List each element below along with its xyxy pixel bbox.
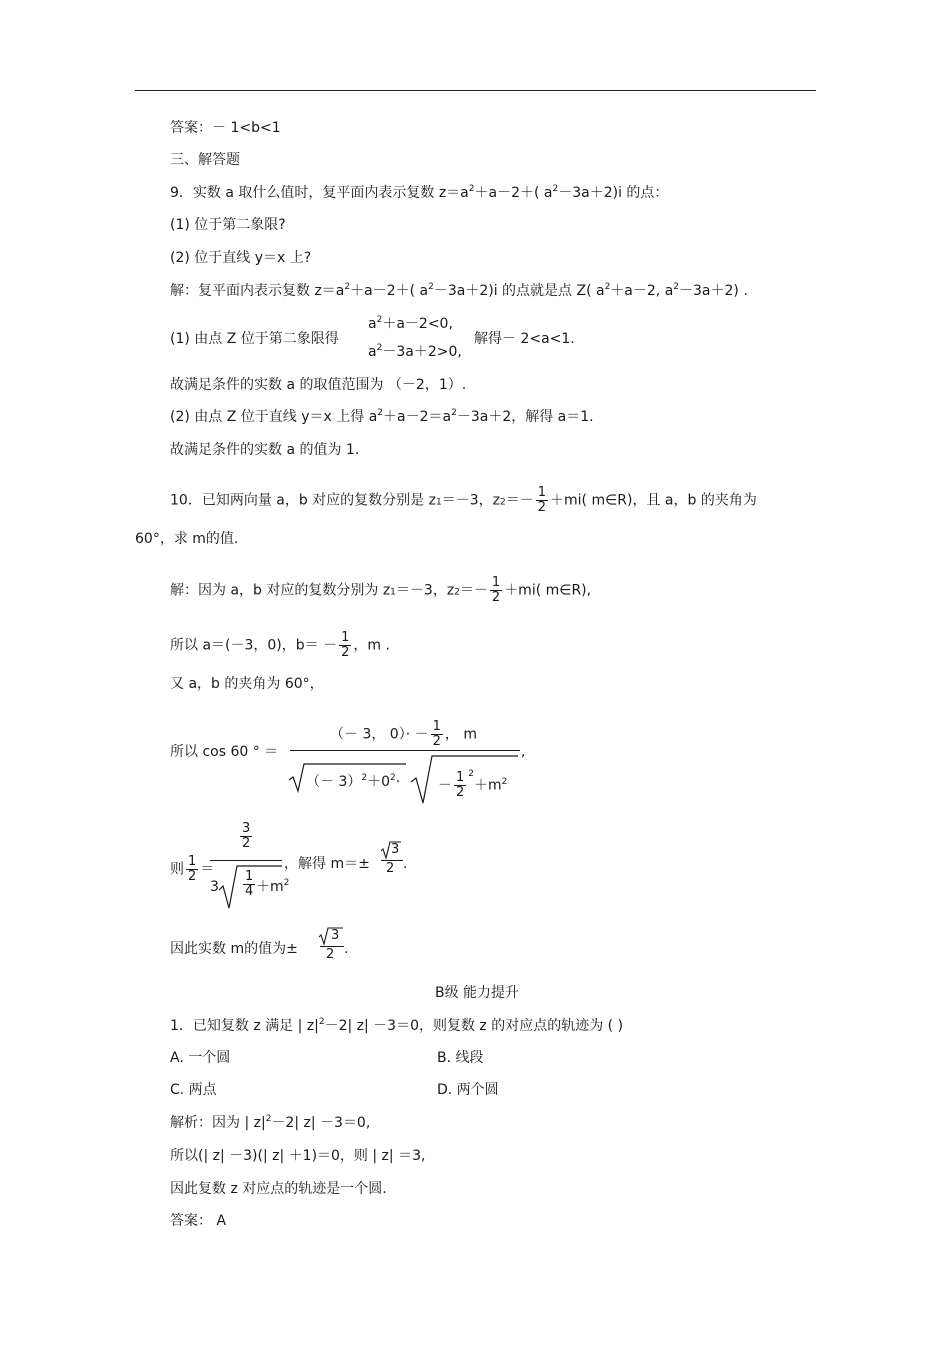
option-b: B. 线段: [437, 1050, 484, 1066]
q9-inequality-2: $a^2-3a+2>0$,: [368, 343, 462, 360]
q10-sol-line1: 解：因为 a，b 对应的复数分别为 z1＝－3，z2＝－ $\frac{1}{2}$ ＋mi( m∈R),: [170, 575, 592, 605]
fraction-half: $\frac{1}{2}$: [456, 770, 465, 800]
b1-answer: 答案： A: [170, 1213, 227, 1229]
level-b-heading: B级 能力提升: [435, 985, 520, 1001]
q9-sub1: (1) 位于第二象限?: [170, 217, 286, 233]
q9-sub2: (2) 位于直线 y＝x 上?: [170, 250, 312, 266]
b1-stem: 1．已知复数 z 满足 | $z|^2-2|$ z| －3＝0，则复数 z 的对应点的轨迹为 ( ): [170, 1017, 624, 1034]
q10-then-den-3: 3: [210, 879, 219, 895]
b1-analysis-3: 因此复数 z 对应点的轨迹是一个圆.: [170, 1181, 387, 1197]
fraction-half: $\frac{1}{2}$: [537, 485, 546, 515]
option-c: C. 两点: [170, 1082, 217, 1098]
denominator-two: 2: [386, 861, 395, 876]
header-rule: [135, 90, 816, 91]
b1-analysis-2: 所以(| z| －3)(| z| ＋1)＝0，则 | z| ＝3,: [170, 1148, 426, 1164]
q10-final: 因此实数 m的值为±: [170, 941, 298, 957]
answer-line: 答案：－ 1<b<1: [170, 120, 281, 136]
option-a: A. 一个圆: [170, 1050, 231, 1066]
q9-part2: (2) 由点 Z 位于直线 y＝x 上得 $a^2+a-2=a^2-3a+2$，解得 a＝1.: [170, 408, 594, 425]
period: .: [403, 856, 408, 872]
fraction-quarter: $\frac{1}{4}$: [245, 869, 254, 899]
q10-then-fraction-bar: [210, 860, 282, 861]
q10-then-result: ，解得 m＝±: [284, 856, 370, 872]
fraction-half: $\frac{1}{2}$: [188, 854, 197, 884]
fraction-half: $\frac{1}{2}$: [341, 630, 350, 660]
q9-inequality-1: $a^2+a-2<0$,: [368, 315, 453, 332]
section-heading: 三、解答题: [170, 152, 240, 168]
q10-cos-fraction-bar: [290, 750, 520, 751]
q9-part1-conclusion: 故满足条件的实数 a 的取值范围为 （－2，1）.: [170, 377, 467, 393]
denominator-two: 2: [326, 947, 335, 962]
option-d: D. 两个圆: [437, 1082, 499, 1098]
fraction-half: $\frac{1}{2}$: [432, 719, 441, 749]
period: .: [344, 941, 349, 957]
q10-sol-line3: 又 a，b 的夹角为 60°，: [170, 676, 324, 692]
fraction-half: $\frac{1}{2}$: [491, 575, 501, 605]
b1-analysis-1: 解析：因为 | $z|^2-2|$ z| －3＝0,: [170, 1114, 371, 1131]
q10-then-label: 则 $\frac{1}{2}$ ＝: [170, 854, 215, 884]
q9-solution: 解：复平面内表示复数 $z=a^2+a-2+$( $a^2-3a+2)i$ 的点就是点 Z( $a^2+a-2$, $a^2-3a+2$) .: [170, 282, 748, 299]
q10-cos-comma: ,: [521, 744, 526, 760]
q10-cos-den-2: － $\frac{1}{2}$ $^2+m^2$: [438, 768, 508, 800]
q9-part2-conclusion: 故满足条件的实数 a 的值为 1.: [170, 442, 360, 458]
q10-stem-line2: 60°，求 m的值.: [135, 531, 239, 547]
fraction-three-halves: $\frac{3}{2}$: [242, 821, 251, 851]
sqrt3-value: 3: [391, 842, 400, 857]
q10-stem: 10．已知两向量 a，b 对应的复数分别是 z1＝－3，z2＝－ $\frac{1}{2}$ ＋mi( m∈R)，且 a，b 的夹角为: [170, 485, 757, 515]
q10-cos-den-1: （－ $3)^2+0^2\cdot$: [306, 773, 401, 790]
q9-stem: 9．实数 a 取什么值时，复平面内表示复数 $z=a^2+a-2+$( $a^2-3a+2)i$ 的点：: [170, 184, 669, 201]
q10-sol-line2: 所以 a＝(－3，0)，b＝ － $\frac{1}{2}$ ，m .: [170, 630, 390, 660]
q10-cos-label: 所以 cos 60 ° ＝: [170, 744, 279, 760]
sqrt3-value: 3: [331, 928, 340, 943]
q10-then-den-plus: $+m^2$: [256, 878, 290, 895]
q9-part1-result: 解得－ 2<a<1.: [474, 331, 575, 347]
q10-cos-numerator: （－ 3， 0）· － $\frac{1}{2}$ ， m: [330, 719, 477, 749]
q9-part1-label: (1) 由点 Z 位于第二象限得: [170, 331, 339, 347]
